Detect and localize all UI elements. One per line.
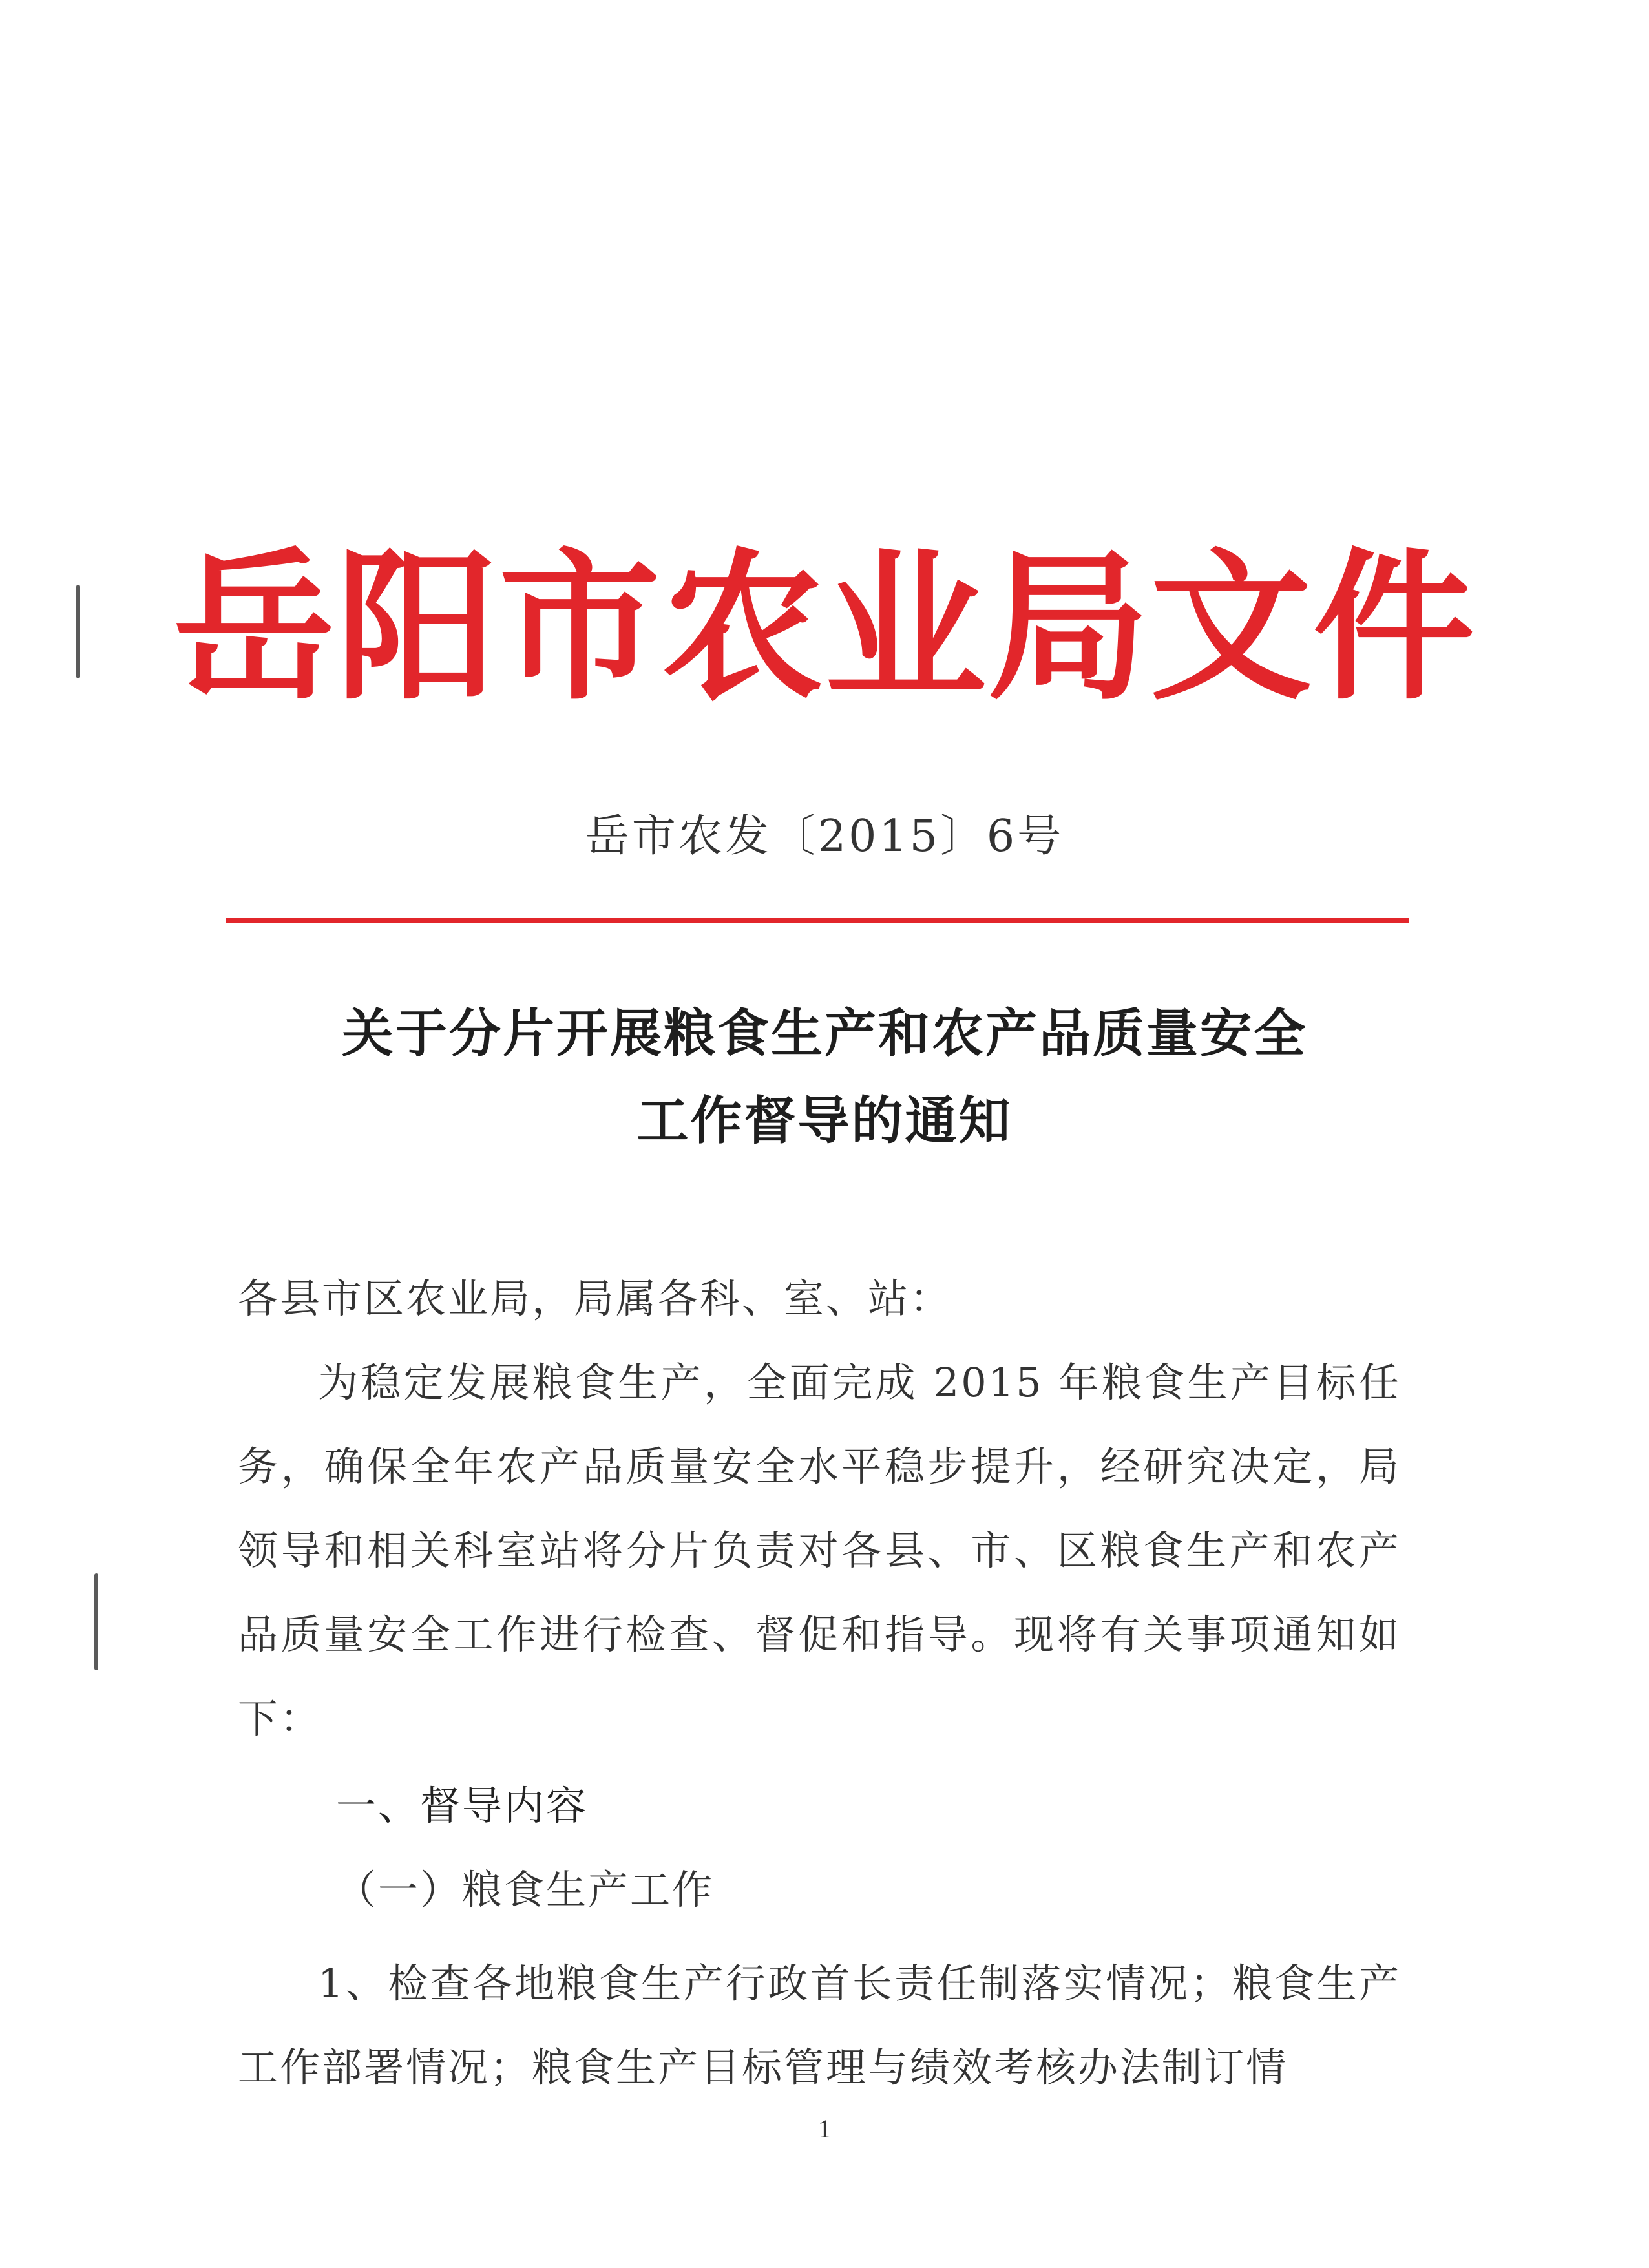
list-item-1: 1、检查各地粮食生产行政首长责任制落实情况；粮食生产工作部署情况；粮食生产目标管理与绩效考核办法制订情 — [238, 1960, 1401, 2091]
document-masthead: 岳阳市农业局文件 — [173, 532, 1476, 722]
document-number: 岳市农发〔2015〕6号 — [585, 811, 1064, 862]
red-separator-line — [226, 918, 1409, 923]
page-number: 1 — [818, 2114, 831, 2143]
section-heading-1: 一、督导内容 — [336, 1782, 589, 1829]
binding-staple-bottom — [94, 1573, 98, 1670]
document-title-line-1: 关于分片开展粮食生产和农产品质量安全 — [342, 1003, 1307, 1064]
intro-paragraph: 为稳定发展粮食生产，全面完成 2015 年粮食生产目标任务，确保全年农产品质量安全水平稳步提升，经研究决定，局领导和相关科室站将分片负责对各县、市、区粮食生产和农产品质量安全工作进行检查、督促和指导。现将有关事项通知如下： — [238, 1359, 1401, 1742]
salutation: 各县市区农业局，局属各科、室、站： — [238, 1275, 952, 1322]
subsection-heading-1: （一）粮食生产工作 — [336, 1866, 715, 1913]
document-title-line-2: 工作督导的通知 — [636, 1091, 1013, 1151]
